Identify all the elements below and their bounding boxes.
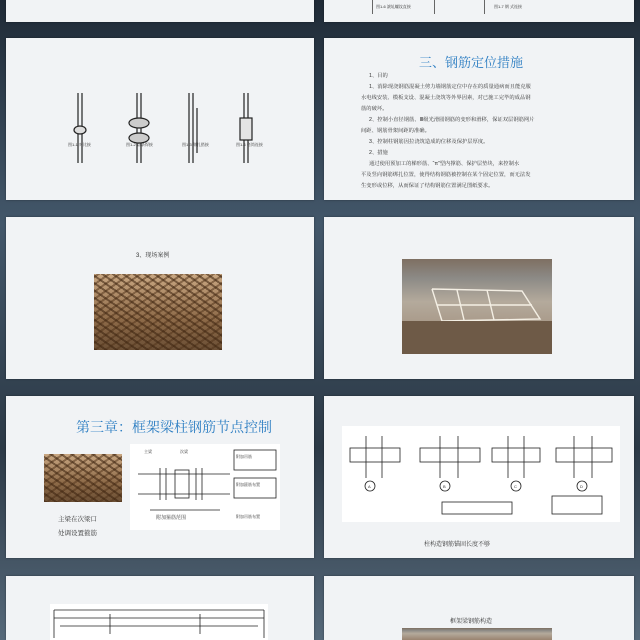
formwork-lines	[402, 259, 552, 354]
drawing-label: 附加吊筋	[236, 454, 252, 459]
slide-thumbnail-chapter3[interactable]	[6, 396, 314, 558]
rebar-mesh-photo	[94, 274, 222, 350]
drawing-label: 主梁	[144, 449, 152, 454]
body-line: 水电线安装、模板支设、混凝土浇筑等外界因素，对已施工完毕的成品钢	[361, 95, 531, 101]
beam-detail-drawing	[130, 444, 280, 530]
slide-thumbnail-beam-drawing[interactable]	[6, 576, 314, 640]
figure-caption: 图1-2 帮条焊接	[126, 142, 153, 147]
construction-site-photo	[402, 259, 552, 354]
figure-caption: 图1-1 对比接	[68, 142, 91, 147]
body-line: 2、控制小直径钢筋、Ⅲ级光滑圆钢筋的变形和滑移，保证双层钢筋网片	[369, 117, 535, 123]
slide-thumbnail-anchorage[interactable]	[324, 396, 634, 558]
drawing-label: 次梁	[180, 449, 188, 454]
slide-thumbnail-top-right[interactable]	[324, 0, 634, 22]
figure-label: 图1-7 钢 式连接	[494, 4, 523, 9]
slide-thumbnail-positioning[interactable]	[324, 38, 634, 200]
circle-label: B	[443, 484, 446, 489]
construction-photo	[402, 628, 552, 640]
figure-label: 图1-6 滚轧螺纹直接	[376, 4, 411, 9]
figure-caption: 图1-4 套筒连接	[236, 142, 263, 147]
section-heading: 3、现场案例	[136, 253, 170, 259]
body-line: 平及竖向钢筋绑扎位置，使得结构钢筋被控制在某个固定位置，而无法发	[361, 172, 531, 178]
column-anchorage-drawing	[342, 426, 620, 522]
beam-rebar-drawing	[50, 604, 268, 640]
slide-thumbnail-site-photo[interactable]	[324, 217, 634, 379]
body-line: 间距、钢筋骨架间距的准确。	[361, 128, 430, 134]
bar-connection-drawings	[6, 38, 314, 200]
slide-thumbnail-bar-connections[interactable]	[6, 38, 314, 200]
anchorage-drawing-lines	[342, 426, 620, 522]
slide-thumbnail-beam-construction[interactable]	[324, 576, 634, 640]
figure-caption: 图1-3 绑扎搭接	[182, 142, 209, 147]
chapter-title: 第三章：框架梁柱钢筋节点控制	[76, 421, 272, 436]
body-line: 2、措施	[369, 150, 388, 156]
slide-thumbnail-top-left[interactable]	[6, 0, 314, 22]
drawing-label: 附加吊筋布置	[236, 514, 260, 519]
slide-caption: 柱构造钢筋锚固长度不够	[424, 542, 491, 548]
beam-rebar-lines	[50, 604, 268, 640]
body-line: 通过使用预加工的梯形筋、“π”型内撑筋、保护层垫块，来控制水	[369, 161, 520, 167]
circle-label: C	[514, 484, 517, 489]
circle-label: A	[368, 484, 371, 489]
drawing-label: 附加箍筋范围	[156, 515, 187, 521]
slide-caption: 框架梁钢筋构造	[450, 619, 493, 625]
body-line: 1、消除现浇钢筋混凝土剪力墙钢筋定位中存在的质量通病而且能克服	[369, 84, 531, 90]
body-line: 1、目的	[369, 73, 388, 79]
caption-line: 主梁在次梁口	[58, 516, 97, 523]
caption-line: 处调设置箍筋	[58, 530, 97, 537]
slide-title: 三、钢筋定位措施	[419, 55, 524, 70]
drawing-label: 附加箍筋布置	[236, 482, 260, 487]
rebar-mesh-photo	[44, 454, 122, 502]
slide-thumbnail-site-case[interactable]	[6, 217, 314, 379]
body-line: 筋的破坏。	[361, 106, 388, 112]
circle-label: D	[580, 484, 583, 489]
body-line: 3、控制柱钢筋因拉浇筑造成的位移及保护层厚度。	[369, 139, 489, 145]
body-line: 生变形或位移，从而保证了结构钢筋位置满足图纸要求。	[361, 183, 494, 189]
